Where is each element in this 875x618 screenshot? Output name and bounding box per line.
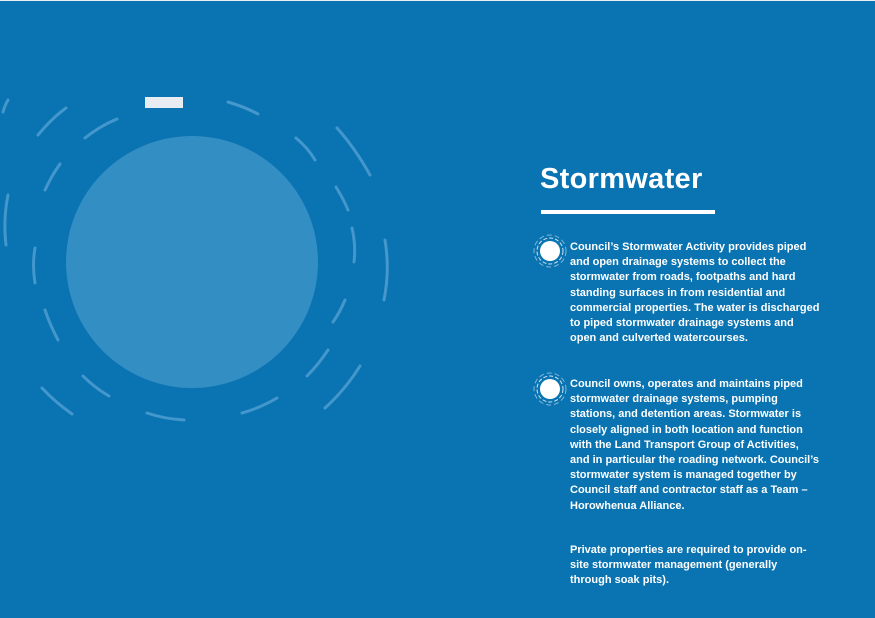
ripple-arc <box>325 366 360 408</box>
paragraph-private-properties: Private properties are required to provide on-site stormwater management (generally through soak pits). <box>570 544 807 587</box>
ripple-arc <box>42 388 72 414</box>
page-tab-marker <box>145 97 183 108</box>
water-ripple-illustration <box>0 0 420 460</box>
ripple-arc <box>83 376 109 396</box>
ripple-arc <box>336 187 348 210</box>
ripple-arc <box>38 108 66 135</box>
ripple-arc <box>242 398 277 413</box>
water-drop-ripple-icon <box>533 372 567 406</box>
ripple-arc <box>228 102 258 114</box>
ripple-arc <box>147 413 184 420</box>
page-title: Stormwater <box>540 163 703 195</box>
ripple-arc <box>307 350 328 376</box>
ripple-arc <box>333 300 345 322</box>
ripple-arc <box>352 228 355 262</box>
water-drop-ripple-icon <box>533 234 567 268</box>
ripple-arc <box>5 195 8 245</box>
ripple-arc <box>85 119 117 138</box>
title-underline <box>541 210 715 214</box>
ripple-arc <box>45 164 60 190</box>
ripple-arc <box>384 240 387 300</box>
ripple-arc <box>34 248 36 283</box>
water-circle <box>66 136 318 388</box>
ripple-arc <box>3 100 8 112</box>
paragraph-activity-overview: Council’s Stormwater Activity provides piped and open drainage systems to collect the stormwater from roads, footpaths and hard standing surfaces in from residential and commercial properties. The water is discharged to piped stormwater drainage systems and open and culverted watercourses. <box>570 241 820 345</box>
ripple-arc <box>337 128 370 175</box>
paragraph-council-operations: Council owns, operates and maintains piped stormwater drainage systems, pumping stations, and detention areas. Stormwater is closely aligned in both location and function with the Land Transport Group of Activities, and in particular the roading network. Council’s stormwater system is managed together by Council staff and contractor staff as a Team – Horowhenua Alliance. <box>570 378 819 512</box>
ripple-arc <box>45 310 58 340</box>
ripple-arc <box>296 138 315 160</box>
